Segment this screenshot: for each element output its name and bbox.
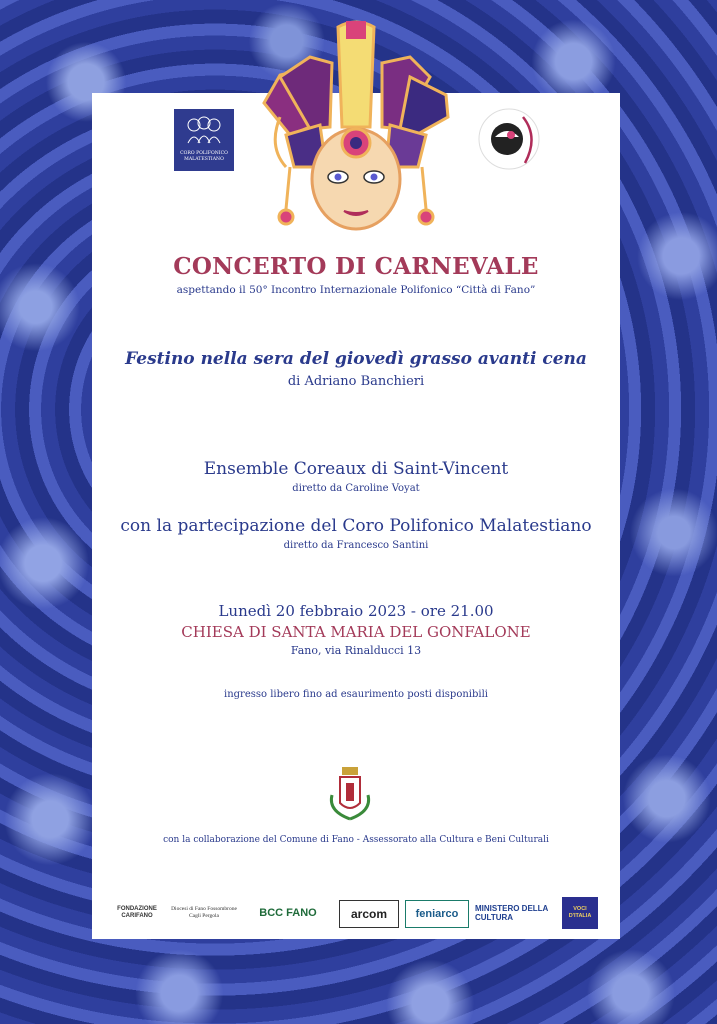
event-title: CONCERTO DI CARNEVALE xyxy=(173,253,539,280)
ente-carnevalesca-logo xyxy=(477,107,541,171)
coro-polifonico-logo xyxy=(174,109,234,171)
event-datetime: Lunedì 20 febbraio 2023 - ore 21.00 xyxy=(218,602,494,620)
jester-mask-illustration xyxy=(250,17,462,232)
participation-line: con la partecipazione del Coro Polifonico Malatestiano xyxy=(120,516,592,536)
feniarco-logo: feniarco xyxy=(405,900,469,928)
coro-logo-caption: CORO POLIFONICO MALATESTIANO xyxy=(180,151,228,162)
ensemble-director: diretto da Caroline Voyat xyxy=(292,483,420,494)
collaboration-note: con la collaborazione del Comune di Fano - Assessorato alla Cultura e Beni Culturali xyxy=(163,835,549,845)
comune-di-fano-crest-icon xyxy=(326,765,374,825)
entry-note: ingresso libero fino ad esaurimento posti disponibili xyxy=(224,689,488,700)
sponsor-logos-row xyxy=(92,893,620,937)
choir-figures-icon xyxy=(184,115,224,145)
bcc-fano-logo: BCC FANO xyxy=(259,907,317,919)
event-subtitle: aspettando il 50° Incontro Internazionale Polifonico “Città di Fano” xyxy=(176,284,536,296)
ministero-cultura-logo: MINISTERO DELLA CULTURA xyxy=(475,904,549,922)
work-title: Festino nella sera del giovedì grasso avanti cena xyxy=(125,349,587,369)
arcom-logo: arcom xyxy=(339,900,399,928)
composer: di Adriano Banchieri xyxy=(287,374,425,389)
poster-card xyxy=(92,93,620,939)
diocesi-fano-logo: Diocesi di Fano Fossombrone Cagli Pergola xyxy=(171,906,237,919)
ensemble-name: Ensemble Coreaux di Saint-Vincent xyxy=(203,459,509,479)
event-venue: CHIESA DI SANTA MARIA DEL GONFALONE xyxy=(181,623,531,641)
event-address: Fano, via Rinalducci 13 xyxy=(290,644,422,657)
participation-director: diretto da Francesco Santini xyxy=(283,540,429,551)
voci-ditalia-logo: VOCI D'ITALIA xyxy=(562,897,598,929)
fondazione-carifano-logo: FONDAZIONE CARIFANO xyxy=(117,906,157,919)
